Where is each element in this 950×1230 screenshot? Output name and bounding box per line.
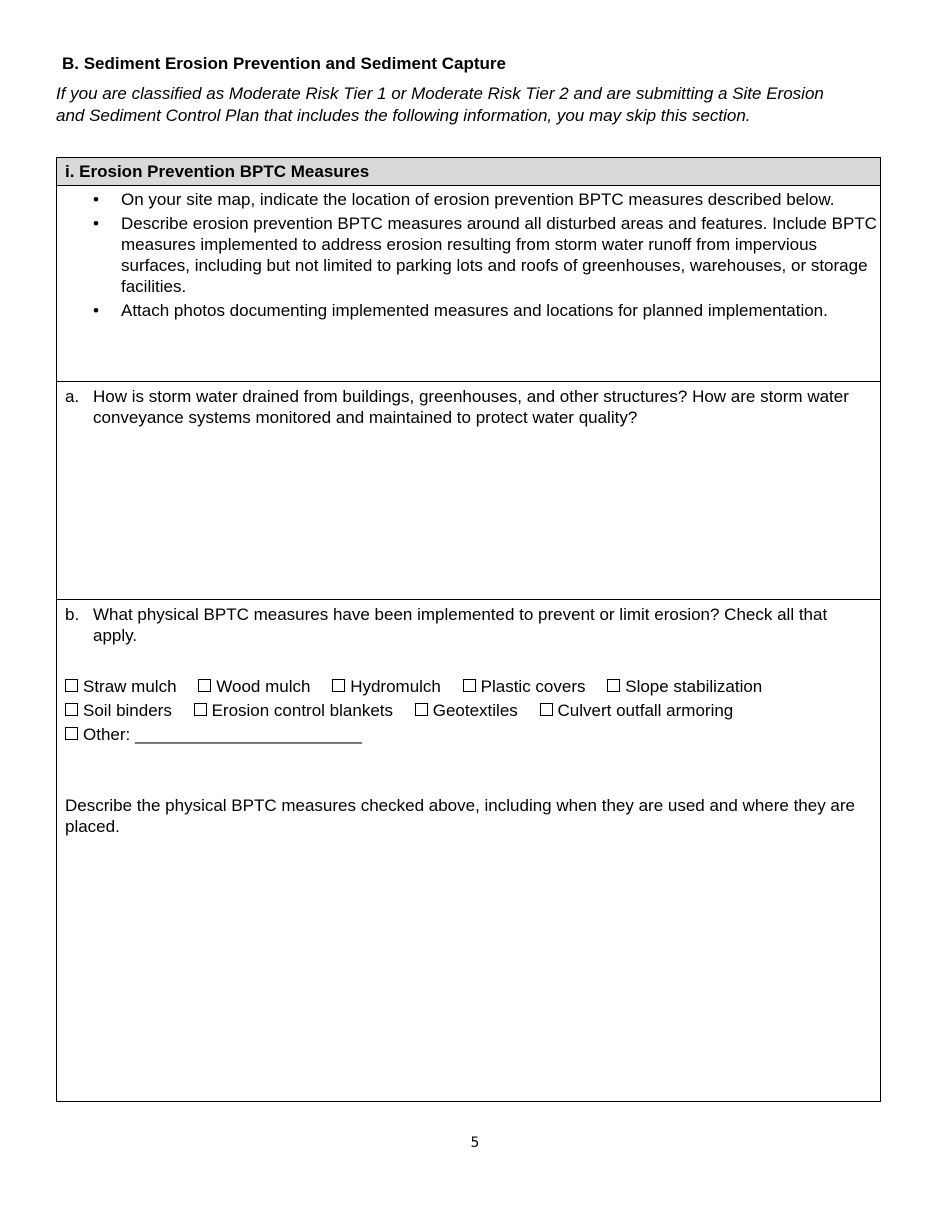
list-item-text: Attach photos documenting implemented measures and locations for planned implementation. — [121, 301, 828, 320]
checkbox-icon[interactable] — [65, 727, 78, 740]
list-item-text: Describe erosion prevention BPTC measures around all disturbed areas and features. Include BPTC measures implemented to address erosion resulting from storm water runoff from impervious surfaces, including but not limited to parking lots and roofs of greenhouses, warehouses, or storage facilities. — [121, 214, 877, 296]
checkbox-icon[interactable] — [415, 703, 428, 716]
bullet-icon: • — [93, 214, 99, 233]
checkbox-plastic-covers[interactable] — [463, 675, 586, 699]
instructions-list — [57, 189, 880, 324]
checklist-row-3 — [65, 723, 762, 747]
erosion-measures-checklist — [65, 675, 762, 747]
checkbox-icon[interactable] — [540, 703, 553, 716]
checkbox-erosion-control-blankets[interactable] — [194, 699, 393, 723]
section-title: B. Sediment Erosion Prevention and Sediment Capture — [62, 54, 506, 73]
checkbox-icon[interactable] — [332, 679, 345, 692]
checkbox-label: Plastic covers — [480, 677, 586, 696]
describe-measures-prompt: Describe the physical BPTC measures checked above, including when they are used and where they are placed. — [65, 796, 855, 836]
bullet-icon: • — [93, 301, 99, 320]
checkbox-culvert-outfall-armoring[interactable] — [540, 699, 734, 723]
checkbox-hydromulch[interactable] — [332, 675, 441, 699]
checkbox-icon[interactable] — [65, 679, 78, 692]
checkbox-slope-stabilization[interactable] — [607, 675, 762, 699]
checkbox-icon[interactable] — [65, 703, 78, 716]
question-a-cell[interactable] — [57, 382, 880, 600]
checkbox-label: Wood mulch — [216, 677, 311, 696]
checklist-row-1 — [65, 675, 762, 699]
checkbox-icon[interactable] — [198, 679, 211, 692]
instructions-cell — [57, 186, 880, 382]
bullet-icon: • — [93, 190, 99, 209]
checkbox-icon[interactable] — [194, 703, 207, 716]
checkbox-label: Slope stabilization — [625, 677, 763, 696]
checkbox-label: Hydromulch — [350, 677, 441, 696]
checkbox-label: Erosion control blankets — [211, 701, 393, 720]
question-b-cell — [57, 600, 880, 1101]
question-b-letter: b. — [65, 605, 80, 624]
checkbox-label: Culvert outfall armoring — [557, 701, 734, 720]
checkbox-icon[interactable] — [463, 679, 476, 692]
question-b — [65, 604, 872, 646]
checkbox-straw-mulch[interactable] — [65, 675, 177, 699]
checkbox-soil-binders[interactable] — [65, 699, 172, 723]
question-a — [65, 386, 872, 428]
list-item — [57, 189, 880, 210]
checkbox-icon[interactable] — [607, 679, 620, 692]
checklist-row-2 — [65, 699, 762, 723]
list-item-text: On your site map, indicate the location of erosion prevention BPTC measures described below. — [121, 190, 835, 209]
erosion-prevention-table — [56, 157, 881, 1102]
list-item — [57, 213, 880, 297]
checkbox-geotextiles[interactable] — [415, 699, 518, 723]
other-field[interactable]: Other: ________________________ — [83, 725, 362, 744]
question-b-text: What physical BPTC measures have been implemented to prevent or limit erosion? Check all that apply. — [93, 605, 828, 645]
checkbox-label: Soil binders — [83, 701, 172, 720]
checkbox-label: Straw mulch — [83, 677, 177, 696]
question-a-text: How is storm water drained from buildings, greenhouses, and other structures? How are storm water conveyance systems monitored and maintained to protect water quality? — [93, 387, 849, 427]
section-intro: If you are classified as Moderate Risk Tier 1 or Moderate Risk Tier 2 and are submitting a Site Erosion and Sediment Control Plan that includes the following information, you may skip this section. — [56, 84, 824, 125]
checkbox-other[interactable] — [65, 723, 362, 747]
page-number: 5 — [470, 1135, 480, 1151]
table-header: i. Erosion Prevention BPTC Measures — [57, 158, 880, 186]
checkbox-wood-mulch[interactable] — [198, 675, 310, 699]
checkbox-label: Geotextiles — [432, 701, 518, 720]
list-item — [57, 300, 880, 321]
question-a-letter: a. — [65, 387, 80, 406]
